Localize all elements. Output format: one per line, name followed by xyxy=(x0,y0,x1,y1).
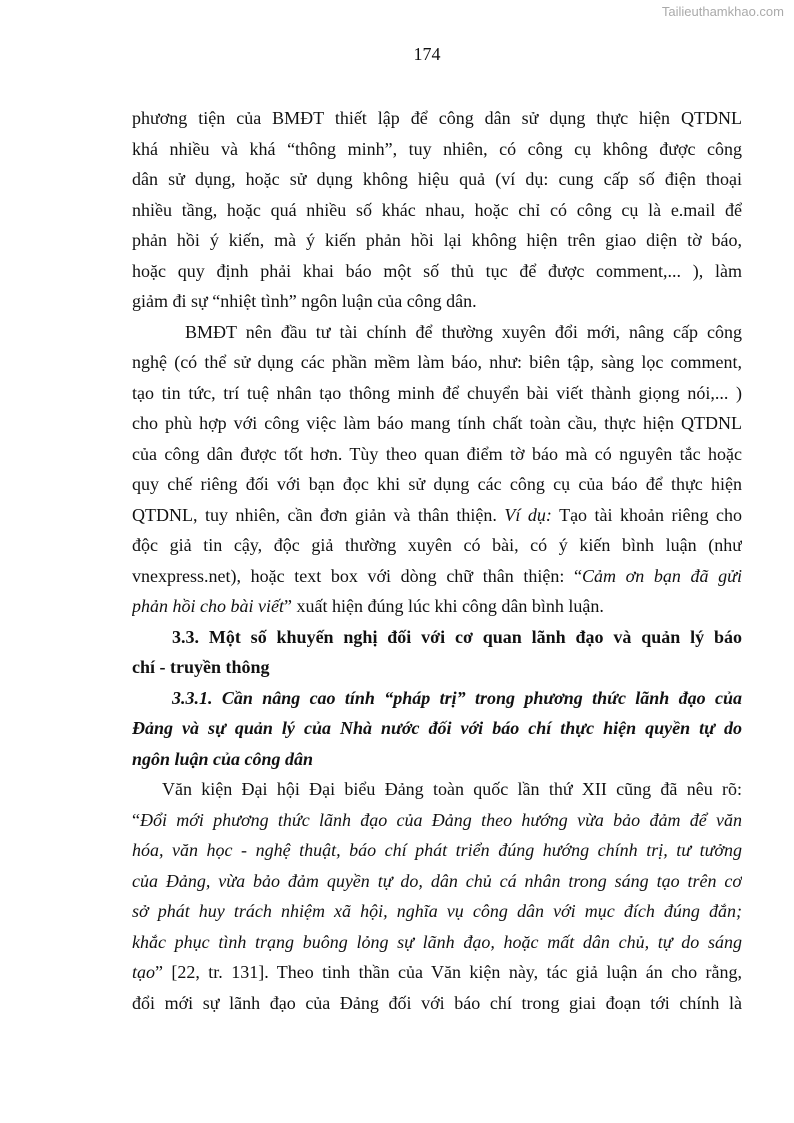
text-line xyxy=(132,134,742,165)
text-line xyxy=(132,774,742,805)
text-run: chí - truyền thông xyxy=(132,657,270,677)
text-line xyxy=(132,835,742,866)
text-run: hoặc quy định phải khai báo một số thủ tục để được comment,... ), làm xyxy=(132,260,742,281)
text-run: nghệ (có thể sử dụng các phần mềm làm báo, như: biên tập, sàng lọc comment, xyxy=(132,352,742,372)
text-line xyxy=(132,439,742,470)
watermark: Tailieuthamkhao.com xyxy=(661,4,784,19)
text-run: phương tiện của BMĐT thiết lập để công dân sử dụng thực hiện QTDNL xyxy=(132,108,742,128)
text-line xyxy=(132,683,742,714)
text-run: dân sử dụng, hoặc sử dụng không hiệu quả (ví dụ: cung cấp số điện thoại xyxy=(132,169,742,189)
text-run: khá nhiều và khá “thông minh”, tuy nhiên, có công cụ không được công xyxy=(132,138,742,159)
text-run: Văn kiện Đại hội Đại biểu Đảng toàn quốc lần thứ XII cũng đã nêu rõ: xyxy=(162,779,742,799)
text-line xyxy=(132,713,742,744)
text-run: Đảng và sự quản lý của Nhà nước đối với báo chí thực hiện quyền tự do xyxy=(132,718,742,738)
text-line xyxy=(132,988,742,1019)
text-run: khắc phục tình trạng buông lỏng sự lãnh đạo, hoặc mất dân chủ, tự do sáng xyxy=(132,931,742,952)
text-run: cho phù hợp với công việc làm báo mang tính chất toàn cầu, thực hiện QTDNL xyxy=(132,413,742,433)
text-line xyxy=(132,317,742,348)
text-run: vnexpress.net), hoặc text box với dòng chữ thân thiện: “ xyxy=(132,565,582,586)
text-line xyxy=(132,591,742,622)
text-line xyxy=(132,164,742,195)
text-line xyxy=(132,561,742,592)
text-line xyxy=(132,408,742,439)
text-run: ” [22, tr. 131]. Theo tinh thần của Văn kiện này, tác giả luận án cho rằng, xyxy=(155,962,742,982)
text-run: Cảm ơn bạn đã gửi xyxy=(581,565,742,586)
text-run: phản hồi ý kiến, mà ý kiến phản hồi lại không hiện trên giao diện tờ báo, xyxy=(132,230,742,250)
text-line xyxy=(132,957,742,988)
text-line xyxy=(132,896,742,927)
text-line xyxy=(132,744,742,775)
text-line xyxy=(132,103,742,134)
text-run: của công dân được tốt hơn. Tùy theo quan điểm tờ báo mà có nguyên tắc hoặc xyxy=(132,443,742,464)
page-number: 174 xyxy=(413,44,441,64)
text-run: phản hồi cho bài viết xyxy=(132,596,284,616)
text-run: đổi mới sự lãnh đạo của Đảng đối với báo chí trong giai đoạn tới chính là xyxy=(132,992,742,1013)
text-line xyxy=(132,805,742,836)
text-line xyxy=(132,927,742,958)
text-run: 3.3.1. Cần nâng cao tính “pháp trị” trong phương thức lãnh đạo của xyxy=(172,687,742,708)
text-run: nhiều tầng, hoặc quá nhiều số khác nhau, hoặc chỉ có công cụ là e.mail để xyxy=(132,199,742,220)
text-line xyxy=(132,622,742,653)
text-line xyxy=(132,378,742,409)
text-run: QTDNL, tuy nhiên, cần đơn giản và thân thiện. xyxy=(132,504,505,525)
document-body xyxy=(132,103,742,1018)
text-run: Tạo tài khoản riêng cho xyxy=(551,504,742,525)
text-line xyxy=(132,195,742,226)
text-run: giảm đi sự “nhiệt tình” ngôn luận của công dân. xyxy=(132,291,477,311)
text-run: tạo tin tức, trí tuệ nhân tạo thông minh để chuyển bài viết thành giọng nói,... ) xyxy=(132,382,742,403)
text-line xyxy=(132,530,742,561)
text-line xyxy=(132,866,742,897)
text-line xyxy=(132,256,742,287)
text-run: Đổi mới phương thức lãnh đạo của Đảng theo hướng vừa bảo đảm để văn xyxy=(140,809,742,830)
text-run: của Đảng, vừa bảo đảm quyền tự do, dân chủ cá nhân trong sáng tạo trên cơ xyxy=(132,870,742,891)
text-run: tạo xyxy=(132,962,156,982)
text-run: ngôn luận của công dân xyxy=(132,748,314,769)
text-run: quy chế riêng đối với bạn đọc khi sử dụng các công cụ của báo để thực hiện xyxy=(132,474,742,494)
text-line xyxy=(132,347,742,378)
text-run: BMĐT nên đầu tư tài chính để thường xuyên đổi mới, nâng cấp công xyxy=(185,321,742,342)
text-line xyxy=(132,500,742,531)
text-line xyxy=(132,652,742,683)
text-run: ” xuất hiện đúng lúc khi công dân bình luận. xyxy=(283,596,604,616)
text-run: sở phát huy trách nhiệm xã hội, nghĩa vụ công dân với mục đích đúng đắn; xyxy=(132,901,742,921)
text-line xyxy=(132,469,742,500)
text-line xyxy=(132,225,742,256)
text-line xyxy=(132,286,742,317)
text-run: “ xyxy=(132,809,140,830)
text-run: 3.3. Một số khuyến nghị đối với cơ quan lãnh đạo và quản lý báo xyxy=(172,626,742,647)
text-run: hóa, văn học - nghệ thuật, báo chí phát triển đúng hướng chính trị, tư tưởng xyxy=(132,840,742,860)
text-run: độc giả tin cậy, độc giả thường xuyên có bài, có ý kiến bình luận (như xyxy=(132,535,742,555)
text-run: Ví dụ: xyxy=(504,504,552,525)
